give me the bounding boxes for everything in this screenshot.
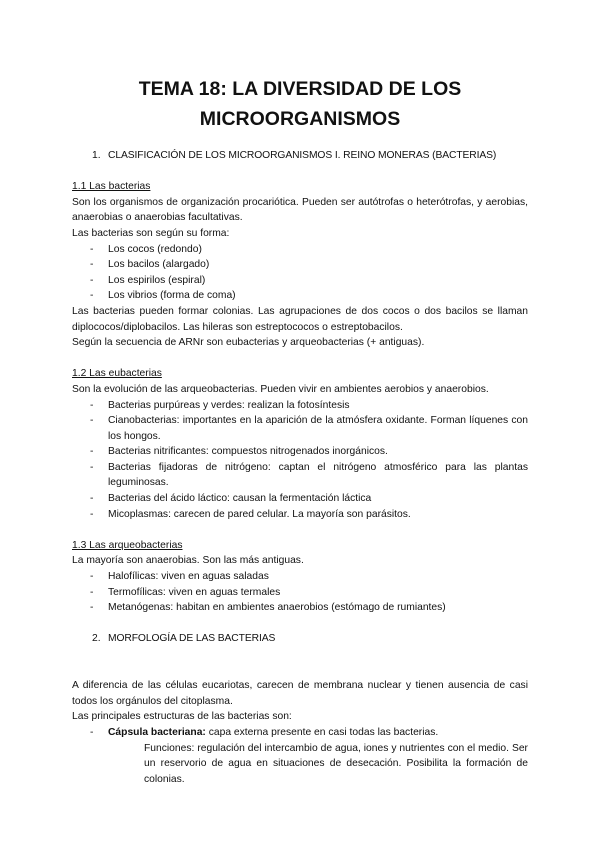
document-title bbox=[0, 74, 600, 134]
list-item: - Los vibrios (forma de coma) bbox=[90, 290, 236, 302]
list-item: - Termofílicas: viven en aguas termales bbox=[90, 586, 281, 598]
paragraph: Son los organismos de organización procariótica. Pueden ser autótrofas o heterótrofas, y aerobias, anaerobias o anaerobias facultativas. bbox=[72, 196, 528, 224]
archaea-list bbox=[72, 569, 528, 616]
list-item: - Los espirilos (espiral) bbox=[90, 274, 206, 286]
capsule-text: capa externa presente en casi todas las bacterias. bbox=[205, 726, 439, 738]
paragraph: Según la secuencia de ARNr son eubacterias y arqueobacterias (+ antiguas). bbox=[72, 337, 425, 349]
capsule-functions: Funciones: regulación del intercambio de agua, iones y nutrientes con el medio. Ser un reservorio de agua en situaciones de desecación. Posibilita la formación de colonias. bbox=[144, 742, 528, 785]
list-item: - Los bacilos (alargado) bbox=[90, 259, 210, 271]
paragraph: Las principales estructuras de las bacterias son: bbox=[72, 711, 292, 723]
paragraph: A diferencia de las células eucariotas, carecen de membrana nuclear y tienen ausencia de casi todos los orgánulos del citoplasma. bbox=[72, 680, 528, 707]
document-body bbox=[72, 148, 528, 787]
heading-text: CLASIFICACIÓN DE LOS MICROORGANISMOS I. REINO MONERAS (BACTERIAS) bbox=[108, 150, 497, 161]
eubacteria-list bbox=[72, 398, 528, 523]
capsule-label: Cápsula bacteriana: bbox=[108, 726, 206, 738]
title-line-2: MICROORGANISMOS bbox=[199, 108, 401, 130]
paragraph: Las bacterias son según su forma: bbox=[72, 227, 230, 239]
subsection-title-bacterias: 1.1 Las bacterias bbox=[72, 181, 151, 193]
structure-list bbox=[72, 725, 528, 741]
section-heading-1 bbox=[72, 148, 528, 164]
list-item: - Bacterias del ácido láctico: causan la fermentación láctica bbox=[90, 493, 372, 505]
list-item: - Bacterias fijadoras de nitrógeno: captan el nitrógeno atmosférico para las plantas leguminosas. bbox=[90, 461, 528, 489]
shape-list bbox=[72, 242, 528, 304]
heading-text: MORFOLOGÍA DE LAS BACTERIAS bbox=[108, 633, 276, 645]
list-item: - Los cocos (redondo) bbox=[90, 243, 202, 255]
list-item: - Micoplasmas: carecen de pared celular. La mayoría son parásitos. bbox=[90, 508, 411, 520]
subsection-title-eubacterias: 1.2 Las eubacterias bbox=[72, 368, 162, 380]
list-item: - Cápsula bacteriana: capa externa presente en casi todas las bacterias. bbox=[90, 726, 439, 738]
list-item: - Bacterias purpúreas y verdes: realizan la fotosíntesis bbox=[90, 399, 350, 411]
title-line-1: TEMA 18: LA DIVERSIDAD DE LOS bbox=[138, 78, 462, 100]
list-item: - Cianobacterias: importantes en la aparición de la atmósfera oxidante. Forman líquenes con los hongos. bbox=[90, 415, 528, 442]
paragraph: Son la evolución de las arqueobacterias. Pueden vivir en ambientes aerobios y anaerobios. bbox=[72, 383, 489, 395]
section-heading-2 bbox=[72, 631, 528, 647]
subsection-title-arqueobacterias: 1.3 Las arqueobacterias bbox=[72, 539, 183, 551]
list-item: - Halofílicas: viven en aguas saladas bbox=[90, 571, 269, 583]
list-item: - Metanógenas: habitan en ambientes anaerobios (estómago de rumiantes) bbox=[90, 602, 446, 614]
list-item: - Bacterias nitrificantes: compuestos nitrogenados inorgánicos. bbox=[90, 446, 388, 458]
paragraph: Las bacterias pueden formar colonias. Las agrupaciones de dos cocos o dos bacilos se llaman diplococos/diplobacilos. Las hileras son estreptococos o estreptobacilos. bbox=[72, 305, 528, 333]
paragraph: La mayoría son anaerobias. Son las más antiguas. bbox=[72, 555, 304, 567]
heading-number: 1. bbox=[92, 150, 101, 161]
heading-number: 2. bbox=[92, 633, 101, 645]
